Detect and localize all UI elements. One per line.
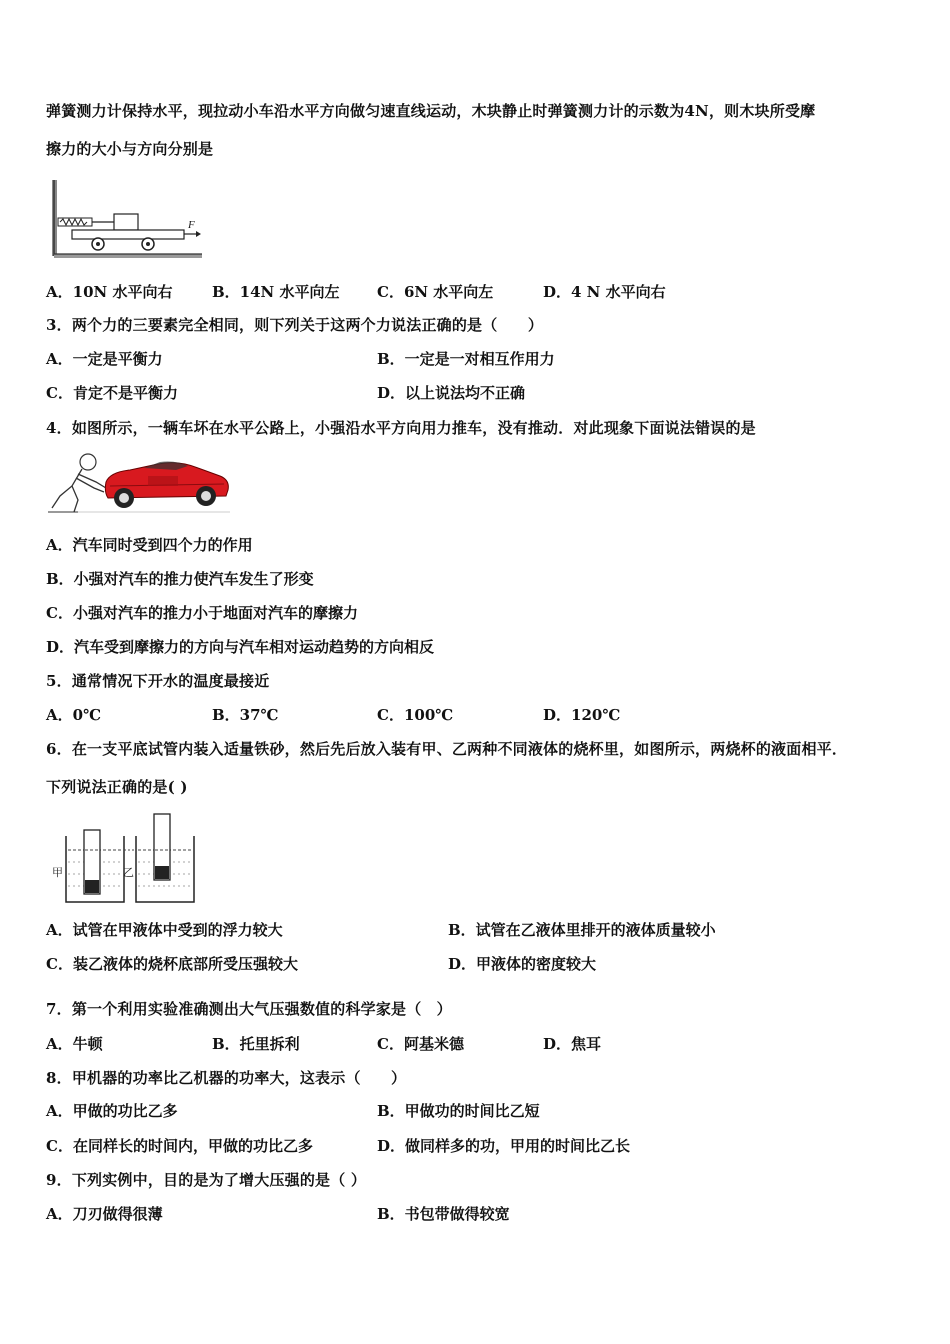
q5-option-c[interactable]: C．100℃ — [377, 706, 454, 724]
q7-stem: 7．第一个利用实验准确测出大气压强数值的科学家是（ ） — [46, 1000, 452, 1018]
q6-option-a[interactable]: A．试管在甲液体中受到的浮力较大 — [46, 921, 283, 939]
q2-stem-line1: 弹簧测力计保持水平，现拉动小车沿水平方向做匀速直线运动，木块静止时弹簧测力计的示数为4N，则木块所受摩 — [46, 102, 816, 120]
q8-option-c[interactable]: C．在同样长的时间内，甲做的功比乙多 — [46, 1137, 313, 1155]
q6-option-c[interactable]: C．装乙液体的烧杯底部所受压强较大 — [46, 955, 298, 973]
q8-option-b[interactable]: B．甲做功的时间比乙短 — [377, 1102, 540, 1120]
q6-stem-line2: 下列说法正确的是( ) — [46, 778, 188, 796]
q2-option-b[interactable]: B．14N 水平向左 — [212, 283, 340, 301]
test-tube-beakers-figure — [50, 810, 200, 906]
q4-option-a[interactable]: A．汽车同时受到四个力的作用 — [46, 536, 253, 554]
q7-option-b[interactable]: B．托里拆利 — [212, 1035, 300, 1053]
q7-option-a[interactable]: A．牛顿 — [46, 1035, 103, 1053]
spring-scale-cart-figure — [50, 178, 205, 260]
q4-option-c[interactable]: C．小强对汽车的推力小于地面对汽车的摩擦力 — [46, 604, 358, 622]
q9-option-a[interactable]: A．刀刃做得很薄 — [46, 1205, 163, 1223]
q2-stem-line2: 擦力的大小与方向分别是 — [46, 140, 214, 158]
q3-option-b[interactable]: B．一定是一对相互作用力 — [377, 350, 555, 368]
label-jia: 甲 — [52, 866, 63, 879]
q3-option-a[interactable]: A．一定是平衡力 — [46, 350, 163, 368]
force-label-F: F — [188, 219, 195, 231]
q5-stem: 5．通常情况下开水的温度最接近 — [46, 672, 270, 690]
q5-option-a[interactable]: A．0℃ — [46, 706, 102, 724]
q9-stem: 9．下列实例中，目的是为了增大压强的是（ ） — [46, 1171, 367, 1189]
q4-option-b[interactable]: B．小强对汽车的推力使汽车发生了形变 — [46, 570, 314, 588]
q6-option-b[interactable]: B．试管在乙液体里排开的液体质量较小 — [448, 921, 716, 939]
q2-option-d[interactable]: D．4 N 水平向右 — [543, 283, 666, 301]
q8-option-a[interactable]: A．甲做的功比乙多 — [46, 1102, 178, 1120]
q8-option-d[interactable]: D．做同样多的功，甲用的时间比乙长 — [377, 1137, 631, 1155]
q2-option-a[interactable]: A．10N 水平向右 — [46, 283, 173, 301]
q4-stem: 4．如图所示，一辆车坏在水平公路上，小强沿水平方向用力推车，没有推动．对此现象下面说法错误的是 — [46, 419, 756, 437]
q3-option-d[interactable]: D．以上说法均不正确 — [377, 384, 526, 402]
q4-option-d[interactable]: D．汽车受到摩擦力的方向与汽车相对运动趋势的方向相反 — [46, 638, 435, 656]
q6-stem-line1: 6．在一支平底试管内装入适量铁砂，然后先后放入装有甲、乙两种不同液体的烧杯里，如图所示，两烧杯的液面相平． — [46, 740, 848, 758]
q3-stem: 3．两个力的三要素完全相同，则下列关于这两个力说法正确的是（ ） — [46, 316, 544, 334]
q9-option-b[interactable]: B．书包带做得较宽 — [377, 1205, 510, 1223]
q5-option-b[interactable]: B．37℃ — [212, 706, 279, 724]
q8-stem: 8．甲机器的功率比乙机器的功率大，这表示（ ） — [46, 1069, 407, 1087]
boy-pushing-car-figure — [48, 452, 230, 518]
q3-option-c[interactable]: C．肯定不是平衡力 — [46, 384, 178, 402]
q5-option-d[interactable]: D．120℃ — [543, 706, 621, 724]
q2-option-c[interactable]: C．6N 水平向左 — [377, 283, 494, 301]
q7-option-d[interactable]: D．焦耳 — [543, 1035, 602, 1053]
label-yi: 乙 — [123, 866, 134, 879]
q7-option-c[interactable]: C．阿基米德 — [377, 1035, 464, 1053]
q6-option-d[interactable]: D．甲液体的密度较大 — [448, 955, 597, 973]
